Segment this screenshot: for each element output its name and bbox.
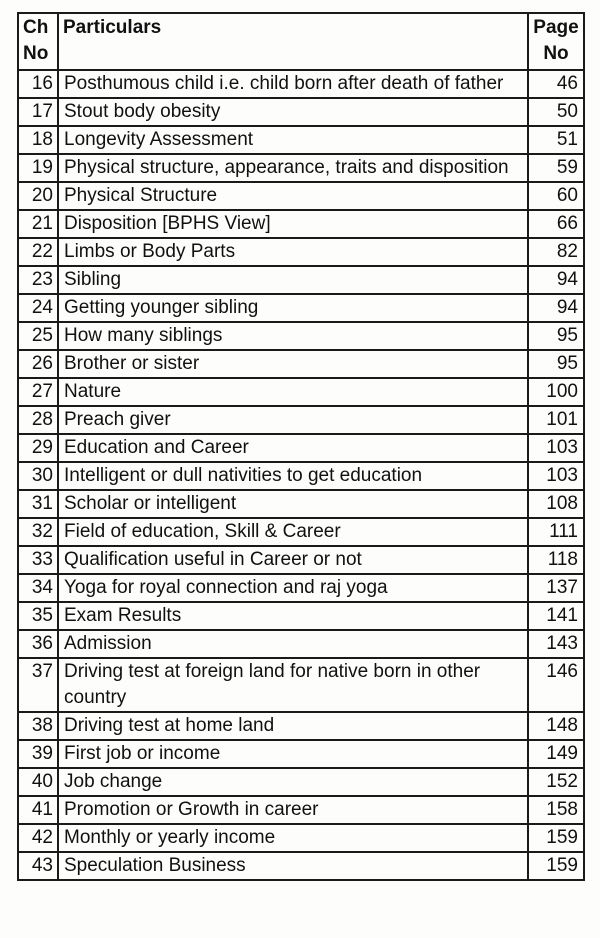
page-number-cell: 141: [528, 602, 584, 630]
chapter-number-cell: 20: [18, 182, 58, 210]
table-header: [18, 13, 584, 70]
chapter-number-cell: 38: [18, 712, 58, 740]
particular-cell: First job or income: [58, 740, 528, 768]
table-row: [18, 182, 584, 210]
page-number-cell: 59: [528, 154, 584, 182]
particular-cell: Preach giver: [58, 406, 528, 434]
chapter-number-cell: 43: [18, 852, 58, 880]
table-row: [18, 210, 584, 238]
page-number-cell: 149: [528, 740, 584, 768]
page-header-line2: No: [543, 43, 569, 64]
table-row: [18, 602, 584, 630]
page-number-cell: 108: [528, 490, 584, 518]
page-number-cell: 148: [528, 712, 584, 740]
particular-cell: Education and Career: [58, 434, 528, 462]
particular-cell: Monthly or yearly income: [58, 824, 528, 852]
particular-cell: Speculation Business: [58, 852, 528, 880]
table-row: [18, 546, 584, 574]
chapter-number-cell: 16: [18, 70, 58, 98]
page-number-cell: 111: [528, 518, 584, 546]
table-row: [18, 712, 584, 740]
particular-cell: Scholar or intelligent: [58, 490, 528, 518]
particular-cell: Qualification useful in Career or not: [58, 546, 528, 574]
page-number-cell: 101: [528, 406, 584, 434]
table-row: [18, 658, 584, 712]
particular-cell: Exam Results: [58, 602, 528, 630]
page-number-cell: 51: [528, 126, 584, 154]
table-row: [18, 154, 584, 182]
page-number-cell: 146: [528, 658, 584, 712]
particular-cell: Driving test at home land: [58, 712, 528, 740]
particular-cell: Admission: [58, 630, 528, 658]
particular-cell: Physical Structure: [58, 182, 528, 210]
particular-cell: Intelligent or dull nativities to get education: [58, 462, 528, 490]
chapter-number-cell: 29: [18, 434, 58, 462]
chapter-number-cell: 35: [18, 602, 58, 630]
table-row: [18, 98, 584, 126]
table-row: [18, 350, 584, 378]
particular-cell: Posthumous child i.e. child born after death of father: [58, 70, 528, 98]
particular-cell: Disposition [BPHS View]: [58, 210, 528, 238]
page-number-cell: 159: [528, 852, 584, 880]
table-row: [18, 574, 584, 602]
page-number-cell: 100: [528, 378, 584, 406]
table-row: [18, 796, 584, 824]
particular-cell: Sibling: [58, 266, 528, 294]
chapter-number-cell: 28: [18, 406, 58, 434]
chapter-number-cell: 17: [18, 98, 58, 126]
chapter-number-cell: 24: [18, 294, 58, 322]
chapter-number-cell: 27: [18, 378, 58, 406]
page-number-cell: 103: [528, 462, 584, 490]
header-row: [18, 13, 584, 70]
table-row: [18, 378, 584, 406]
page-number-cell: 159: [528, 824, 584, 852]
contents-table: [17, 12, 585, 881]
page-number-cell: 94: [528, 294, 584, 322]
particular-cell: Field of education, Skill & Career: [58, 518, 528, 546]
table-row: [18, 490, 584, 518]
page-number-cell: 60: [528, 182, 584, 210]
chapter-number-cell: 40: [18, 768, 58, 796]
page-number-cell: 158: [528, 796, 584, 824]
particular-cell: Brother or sister: [58, 350, 528, 378]
chapter-number-cell: 37: [18, 658, 58, 712]
particular-cell: Promotion or Growth in career: [58, 796, 528, 824]
chapter-number-cell: 30: [18, 462, 58, 490]
page-header-line1: Page: [533, 17, 579, 38]
page-number-cell: 95: [528, 322, 584, 350]
page-number-cell: 94: [528, 266, 584, 294]
table-row: [18, 768, 584, 796]
table-row: [18, 824, 584, 852]
particular-cell: Yoga for royal connection and raj yoga: [58, 574, 528, 602]
page-number-cell: 152: [528, 768, 584, 796]
chapter-number-cell: 23: [18, 266, 58, 294]
table-row: [18, 462, 584, 490]
table-row: [18, 70, 584, 98]
table-row: [18, 434, 584, 462]
chapter-number-cell: 31: [18, 490, 58, 518]
chapter-number-cell: 22: [18, 238, 58, 266]
particular-cell: Getting younger sibling: [58, 294, 528, 322]
page-number-header: [528, 13, 584, 70]
particular-cell: Stout body obesity: [58, 98, 528, 126]
particular-cell: Nature: [58, 378, 528, 406]
chapter-number-cell: 41: [18, 796, 58, 824]
chapter-number-cell: 42: [18, 824, 58, 852]
particular-cell: Longevity Assessment: [58, 126, 528, 154]
chapter-header-line2: No: [23, 43, 49, 64]
chapter-number-cell: 32: [18, 518, 58, 546]
particular-cell: Limbs or Body Parts: [58, 238, 528, 266]
page-number-cell: 143: [528, 630, 584, 658]
table-row: [18, 852, 584, 880]
chapter-number-cell: 25: [18, 322, 58, 350]
chapter-number-cell: 18: [18, 126, 58, 154]
chapter-number-cell: 26: [18, 350, 58, 378]
page-number-cell: 82: [528, 238, 584, 266]
particular-cell: Physical structure, appearance, traits and disposition: [58, 154, 528, 182]
table-row: [18, 630, 584, 658]
chapter-number-header: [18, 13, 58, 70]
table-body: [18, 70, 584, 880]
particular-cell: Job change: [58, 768, 528, 796]
table-row: [18, 322, 584, 350]
page-number-cell: 95: [528, 350, 584, 378]
particulars-header: Particulars: [58, 13, 528, 70]
chapter-number-cell: 19: [18, 154, 58, 182]
chapter-number-cell: 36: [18, 630, 58, 658]
page-number-cell: 46: [528, 70, 584, 98]
table-row: [18, 740, 584, 768]
table-row: [18, 126, 584, 154]
table-row: [18, 518, 584, 546]
chapter-number-cell: 34: [18, 574, 58, 602]
page-number-cell: 103: [528, 434, 584, 462]
chapter-number-cell: 33: [18, 546, 58, 574]
table-row: [18, 406, 584, 434]
chapter-number-cell: 39: [18, 740, 58, 768]
particular-cell: Driving test at foreign land for native born in other country: [58, 658, 528, 712]
particular-cell: How many siblings: [58, 322, 528, 350]
chapter-number-cell: 21: [18, 210, 58, 238]
table-row: [18, 294, 584, 322]
page-number-cell: 137: [528, 574, 584, 602]
table-row: [18, 266, 584, 294]
chapter-header-line1: Ch: [23, 17, 49, 38]
page-number-cell: 66: [528, 210, 584, 238]
table-row: [18, 238, 584, 266]
page-number-cell: 50: [528, 98, 584, 126]
page-number-cell: 118: [528, 546, 584, 574]
